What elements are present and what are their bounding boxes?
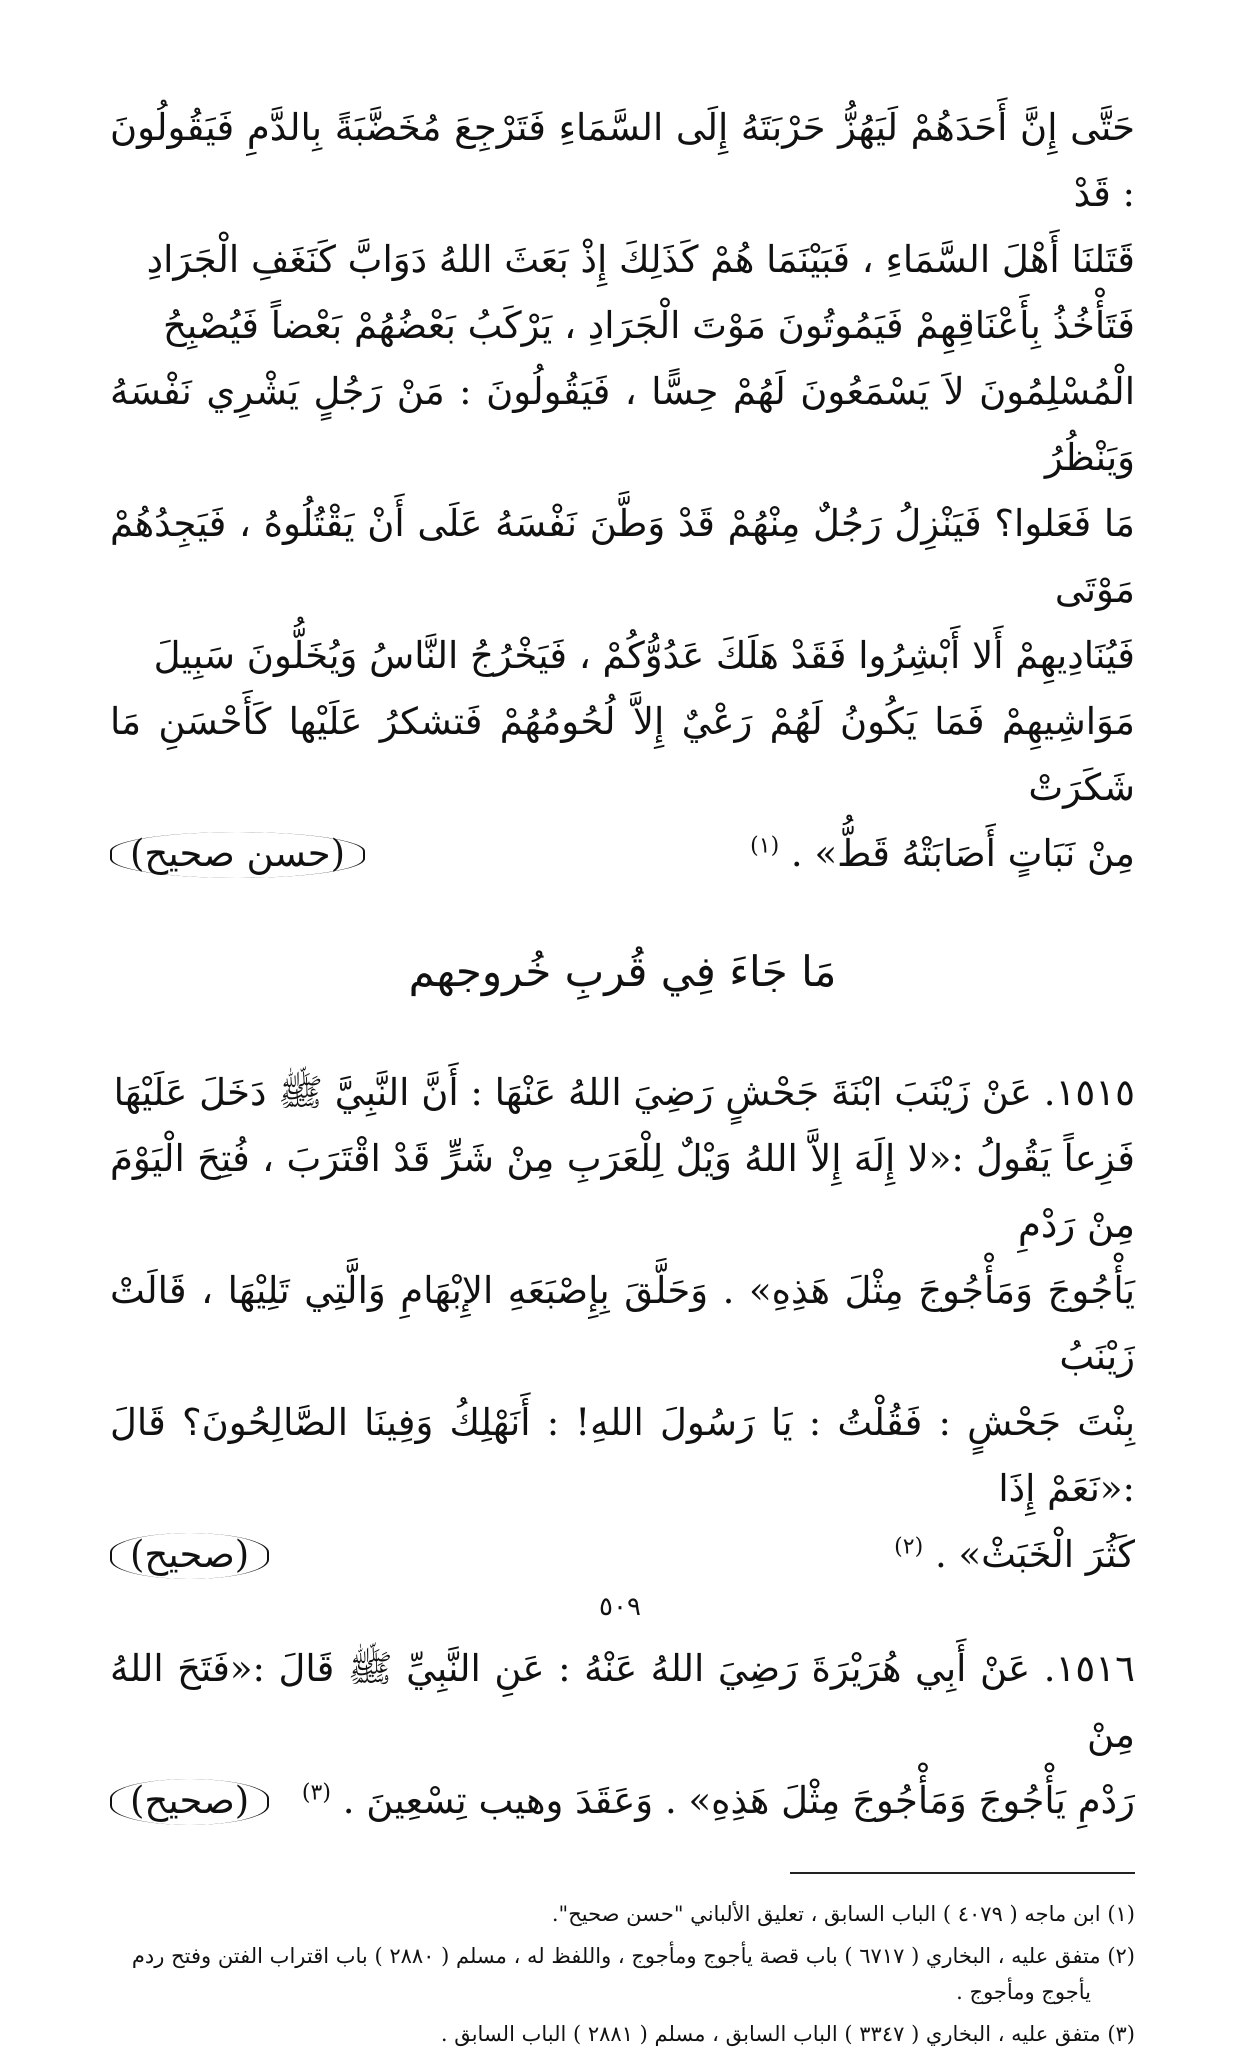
paragraph-continuation xyxy=(110,95,1135,887)
text-line: مَوَاشِيهِمْ فَمَا يَكُونُ لَهُمْ رَعْيٌ إِلاَّ لُحُومُهُمْ فَتشكرُ عَلَيْها كَأَحْسَنِ مَا شَكَرَتْ xyxy=(110,700,1135,809)
footnote-continuation: يأجوج ومأجوج . xyxy=(956,1980,1091,2004)
text-line: ١٥١٥. عَنْ زَيْنَبَ ابْنَةَ جَحْشٍ رَضِيَ اللهُ عَنْهَا : أَنَّ النَّبِيَّ ﷺ دَخَلَ عَلَيْهَا xyxy=(113,1071,1135,1114)
text-line: بِنْتَ جَحْشٍ : فَقُلْتُ : يَا رَسُولَ اللهِ! : أَنَهْلِكُ وَفِينَا الصَّالِحُونَ؟ قَالَ :«نَعَمْ إِذَا xyxy=(110,1401,1135,1510)
text-line: حَتَّى إِنَّ أَحَدَهُمْ لَيَهُزُّ حَرْبَتَهُ إِلَى السَّمَاءِ فَتَرْجِعَ مُخَضَّبَةً بِالدَّمِ فَيَقُولُونَ : قَدْ xyxy=(110,106,1135,215)
text-line: فَتَأْخُذُ بِأَعْنَاقِهِمْ فَيَمُوتُونَ مَوْتَ الْجَرَادِ ، يَرْكَبُ بَعْضُهُمْ بَعْضاً فَيُصْبِحُ xyxy=(162,304,1135,347)
footnote-ref: (١) xyxy=(750,833,780,859)
hadith-number: ١٥١٥. xyxy=(1043,1071,1135,1114)
text-line: فَيُنَادِيهِمْ أَلا أَبْشِرُوا فَقَدْ هَلَكَ عَدُوُّكُمْ ، فَيَخْرُجُ النَّاسُ وَيُخَلُّونَ سَبِيلَ xyxy=(153,634,1135,677)
page-content xyxy=(110,95,1135,2046)
footnote: (٢) متفق عليه ، البخاري ( ٦٧١٧ ) باب قصة يأجوج ومأجوج ، واللفظ له ، مسلم ( ٢٨٨٠ ) باب اقتراب الفتن وفتح ردم xyxy=(131,1944,1135,1968)
hadith-number: ١٥١٦. xyxy=(1043,1647,1135,1690)
text-line: ١٥١٦. عَنْ أَبِي هُرَيْرَةَ رَضِيَ اللهُ عَنْهُ : عَنِ النَّبِيِّ ﷺ قَالَ :«فَتَحَ اللهُ مِنْ xyxy=(110,1647,1135,1756)
text-line: يَأْجُوجَ وَمَأْجُوجَ مِثْلَ هَذِهِ» . وَحَلَّقَ بِإِصْبَعَهِ الإِبْهَامِ وَالَّتِي تَلِيْهَا ، قَالَتْ زَيْنَبُ xyxy=(110,1269,1135,1378)
footnote: (٣) متفق عليه ، البخاري ( ٣٣٤٧ ) الباب السابق ، مسلم ( ٢٨٨١ ) الباب السابق . xyxy=(440,2022,1135,2046)
hadith-1516 xyxy=(110,1636,1135,1834)
page-number: ٥٠٩ xyxy=(599,1592,641,1622)
text-line-last xyxy=(110,1768,1135,1834)
grade-badge: (صحيح) xyxy=(110,1533,269,1579)
footnote-ref: (٣) xyxy=(301,1780,331,1806)
text-line: قَتَلنَا أَهْلَ السَّمَاءِ ، فَبَيْنَمَا هُمْ كَذَلِكَ إِذْ بَعَثَ اللهُ دَوَابَّ كَنَغَفِ الْجَرَادِ xyxy=(146,238,1135,281)
footnotes xyxy=(110,1896,1135,2052)
text-line: فَزِعاً يَقُولُ :«لا إِلَهَ إِلاَّ اللهُ وَيْلٌ لِلْعَرَبِ مِنْ شَرٍّ قَدْ اقْتَرَبَ ، فُتِحَ الْيَوْمَ مِنْ رَدْمِ xyxy=(110,1137,1135,1246)
text-line: الْمُسْلِمُونَ لاَ يَسْمَعُونَ لَهُمْ حِسًّا ، فَيَقُولُونَ : مَنْ رَجُلٍ يَشْرِي نَفْسَهُ وَيَنْظُرُ xyxy=(110,370,1135,479)
text-line-end: كَثُرَ الْخَبَثْ» . $^{(٢)}$ xyxy=(894,1533,1135,1576)
text-line: مَا فَعَلوا؟ فَيَنْزِلُ رَجُلٌ مِنْهُمْ قَدْ وَطَّنَ نَفْسَهُ عَلَى أَنْ يَقْتُلُوهُ ، فَيَجِدُهُمْ مَوْتَى xyxy=(110,502,1135,611)
text-line-end: مِنْ نَبَاتٍ أَصَابَتْهُ قَطُّ» . $^{(١)}$ xyxy=(750,832,1135,875)
grade-badge: (صحيح) xyxy=(110,1779,269,1825)
footnote-ref: (٢) xyxy=(894,1534,924,1560)
text-line-end: رَدْمِ يَأْجُوجَ وَمَأْجُوجَ مِثْلَ هَذِهِ» . وَعَقَدَ وهيب تِسْعِينَ . $^{(٣)}$ xyxy=(301,1779,1135,1822)
text-line-last xyxy=(110,821,1135,887)
footnote: (١) ابن ماجه ( ٤٠٧٩ ) الباب السابق ، تعليق الألباني "حسن صحيح". xyxy=(551,1902,1135,1926)
hadith-1515 xyxy=(110,1060,1135,1588)
footnote-divider xyxy=(790,1872,1135,1874)
section-title: مَا جَاءَ فِي قُربِ خُروجهم xyxy=(408,947,837,996)
grade-badge: (حسن صحيح) xyxy=(110,832,365,878)
text-line-last xyxy=(110,1522,1135,1588)
